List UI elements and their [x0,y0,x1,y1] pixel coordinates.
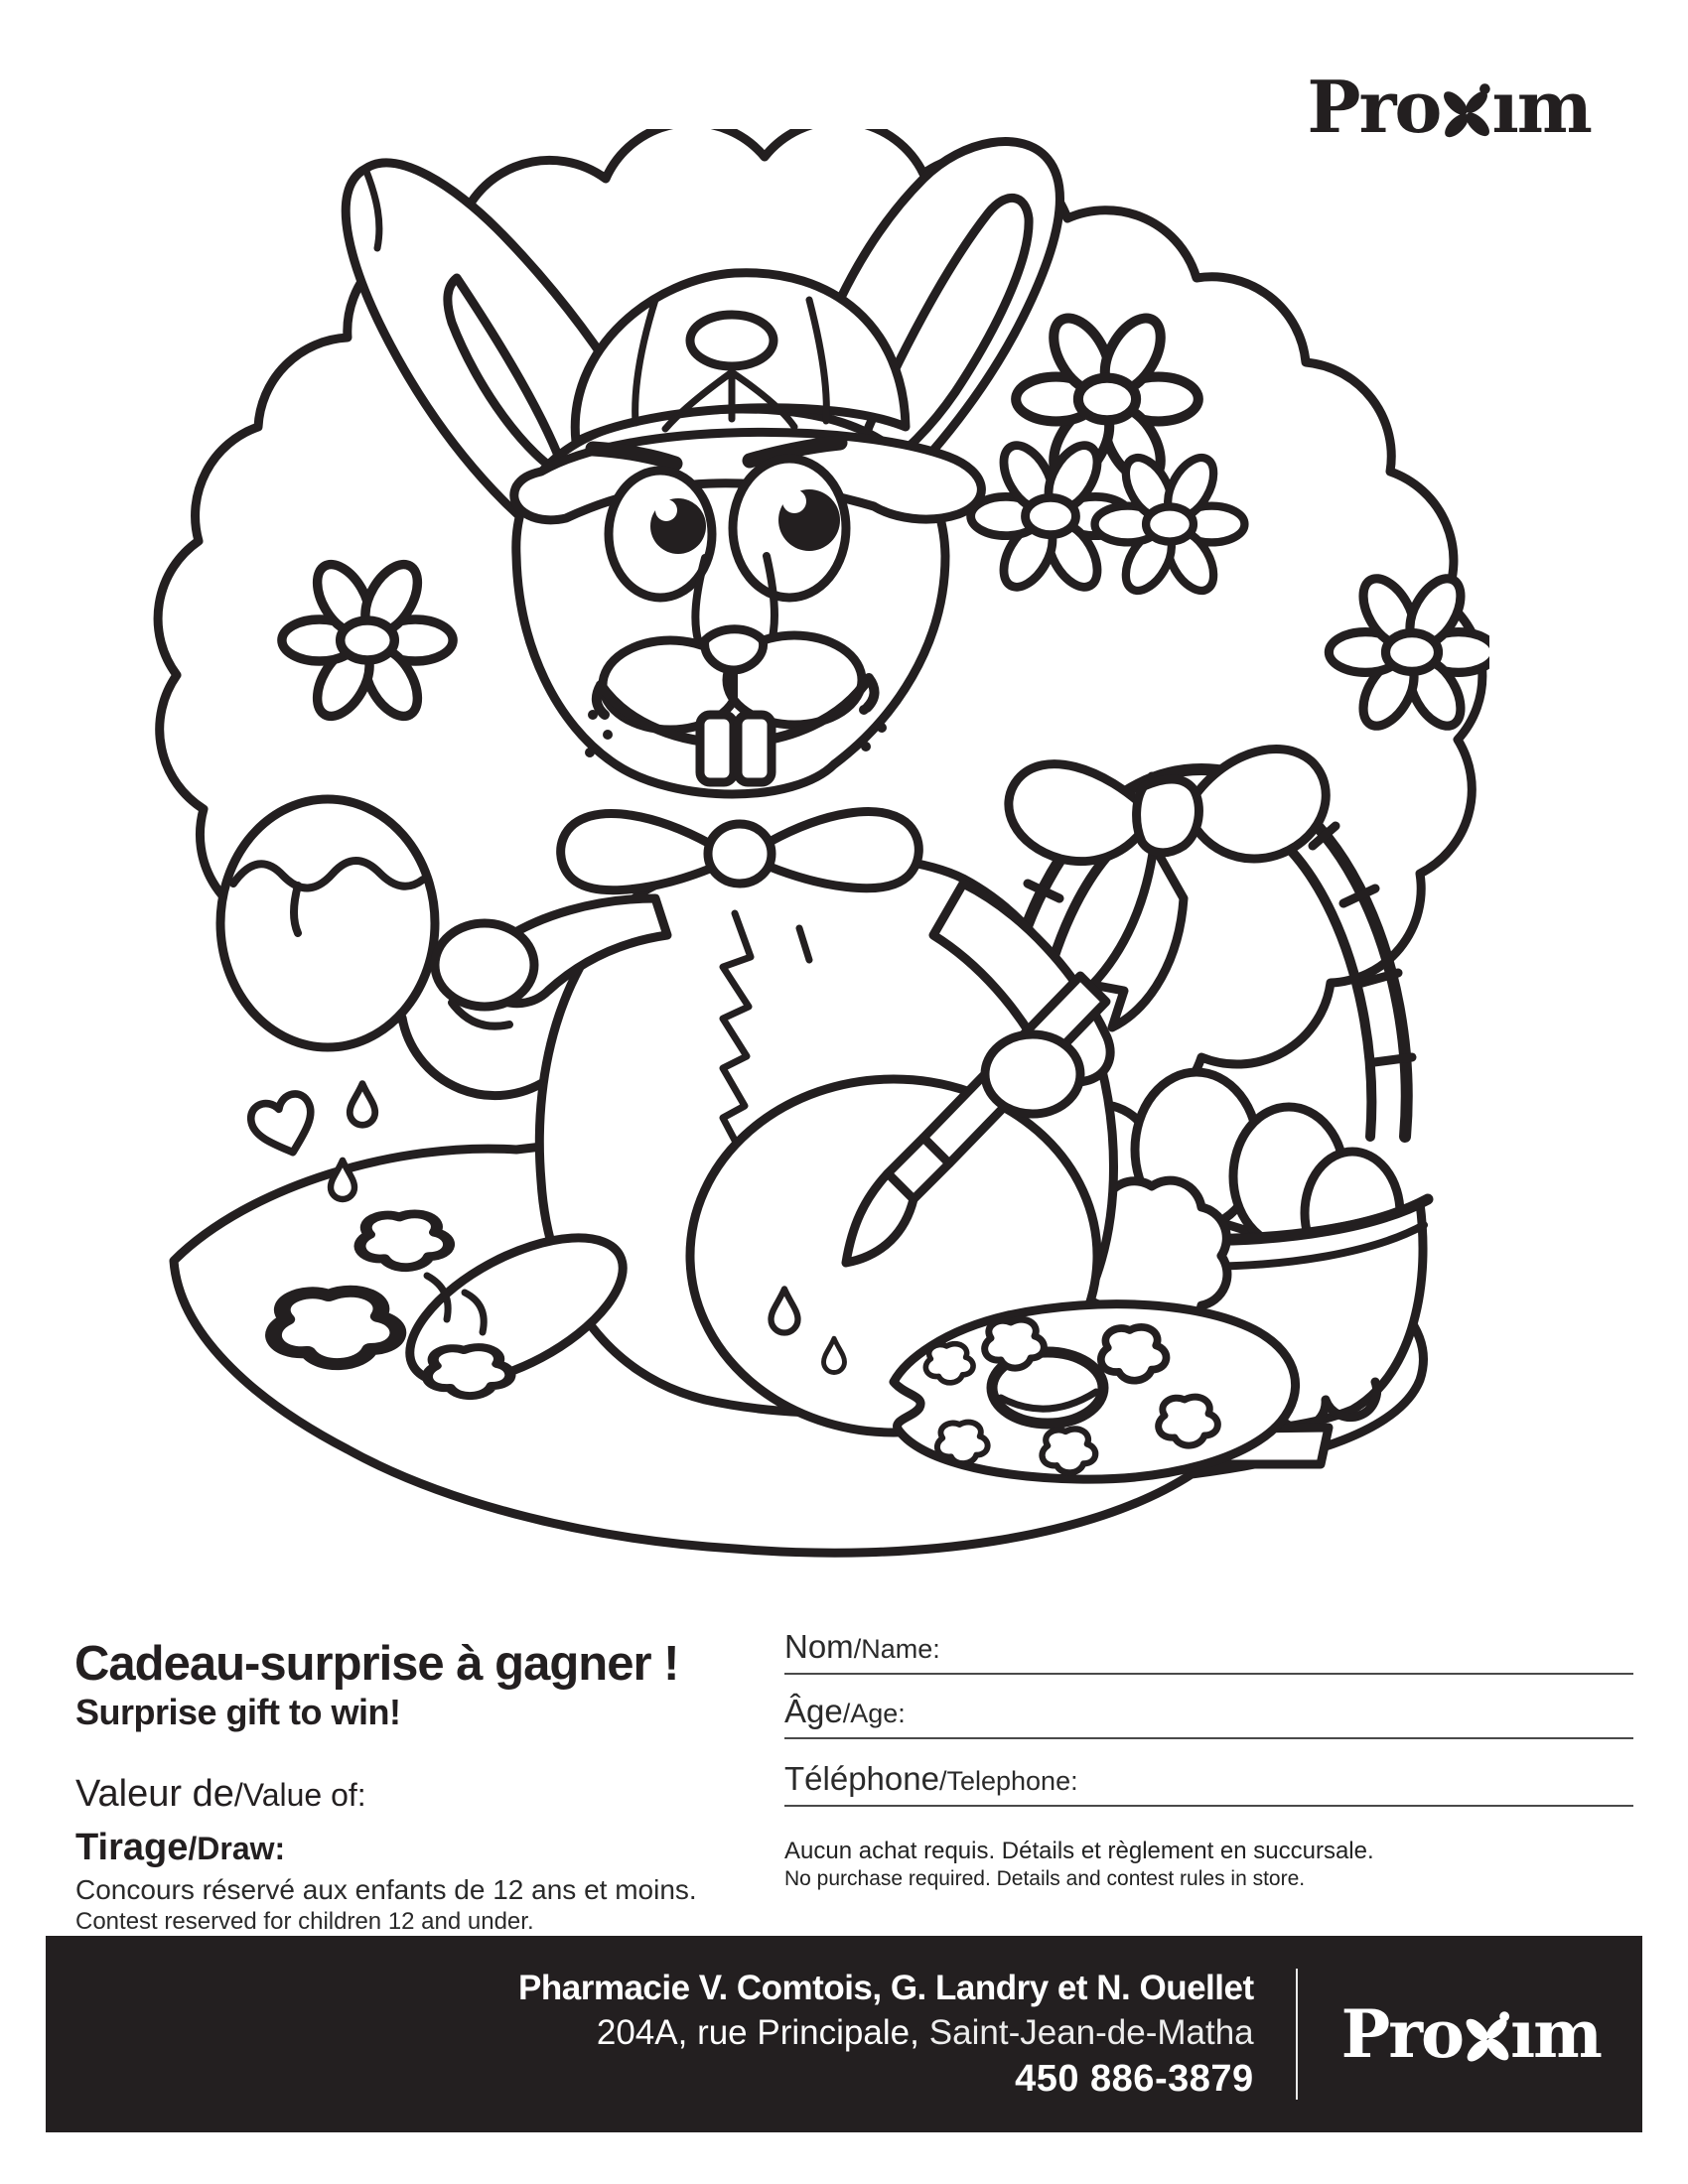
draw-row [75,1827,285,1869]
promo-title-fr: Cadeau-surprise à gagner ! [74,1637,679,1691]
pharmacy-name: Pharmacie V. Comtois, G. Landry et N. Ouellet [518,1969,1254,2007]
name-field-line [784,1673,1633,1675]
address-city: Saint-Jean-de-Matha [928,2013,1254,2052]
bunny-bowtie-knot [708,824,772,884]
logo-text-pro: Pro [1340,1995,1464,2073]
name-label-en: /Name: [853,1634,940,1664]
pharmacy-info [518,1967,1254,2102]
contest-rules-en: Contest reserved for children 12 and under. [75,1908,534,1935]
value-label-en: /Value of: [233,1777,366,1813]
age-label-fr: Âge [784,1693,843,1729]
promo-title-en: Surprise gift to win! [75,1692,401,1732]
footer-banner [46,1936,1642,2132]
age-field [784,1693,1633,1739]
held-egg [220,799,435,1047]
telephone-label-en: /Telephone: [938,1766,1078,1796]
no-purchase-note-fr: Aucun achat requis. Détails et règlement en succursale. [784,1838,1374,1864]
pharmacy-phone: 450 886-3879 [1015,2058,1254,2100]
telephone-field [784,1760,1633,1807]
footer-logo-wrap [1340,1995,1601,2073]
bunny-cap-button [690,315,774,366]
paint-palette [894,1304,1296,1479]
contest-rules-fr: Concours réservé aux enfants de 12 ans et moins. [75,1874,697,1905]
basket-bow-knot [1137,779,1199,853]
bunny-nose [705,629,764,670]
telephone-label-fr: Téléphone [784,1760,939,1797]
value-label-fr: Valeur de [75,1773,234,1815]
address-street: 204A, rue Principale, [596,2013,919,2052]
bunny-right-paw [985,1034,1080,1114]
name-label-fr: Nom [784,1628,854,1665]
telephone-field-line [784,1805,1633,1807]
bunny-left-paw [435,923,534,1007]
no-purchase-note-en: No purchase required. Details and contest rules in store. [784,1867,1306,1890]
proxim-petal-x-icon [1462,2011,1513,2065]
value-row [75,1773,366,1816]
logo-text-im: ım [1491,65,1591,149]
coloring-illustration [99,129,1489,1569]
age-field-line [784,1737,1633,1739]
logo-text-im: ım [1510,1995,1601,2073]
pharmacy-address [518,2010,1254,2056]
footer-divider [1296,1969,1298,2100]
name-field [784,1628,1633,1675]
draw-label-fr: Tirage [75,1827,189,1868]
draw-label-en: /Draw: [188,1831,286,1866]
bunny-tooth [700,715,734,782]
proxim-logo-footer [1340,1995,1601,2073]
logo-text-pro: Pro [1307,65,1441,149]
age-label-en: /Age: [842,1699,906,1728]
bunny-tooth [738,715,772,782]
